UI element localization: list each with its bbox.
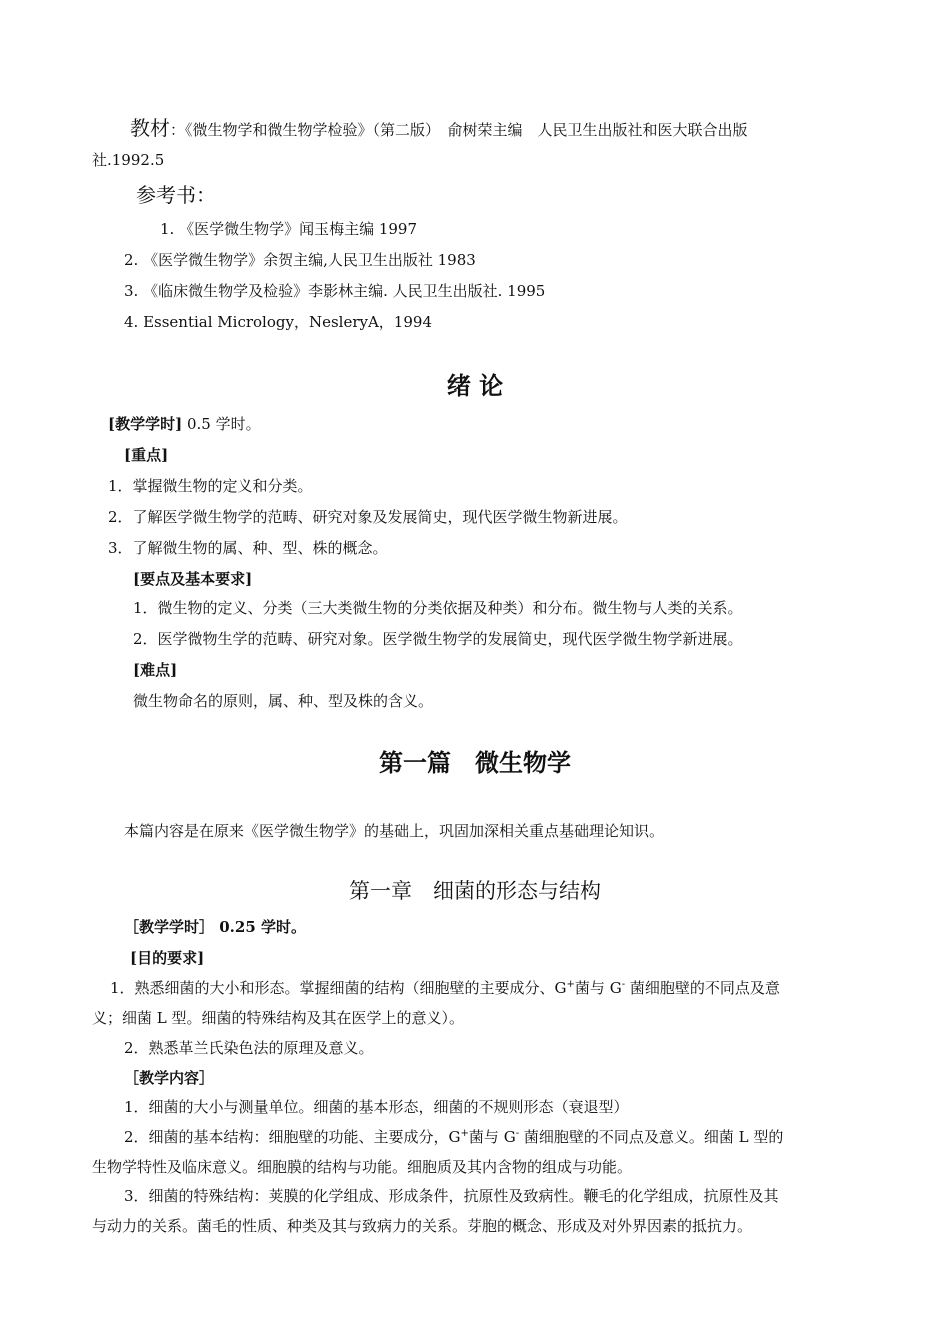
content-text: 2．细菌的基本结构：细胞壁的功能、主要成分，G <box>124 1128 461 1146</box>
chapter1-hours: ［教学学时］ 0.25 学时。 <box>124 918 306 936</box>
intro-hours-label: [教学学时] <box>108 415 183 433</box>
intro-requirements-label: [要点及基本要求] <box>133 570 253 588</box>
chapter1-content-continuation: 生物学特性及临床意义。细胞膜的结构与功能。细胞质及其内含物的组成与功能。 <box>92 1158 633 1176</box>
chapter1-goal-item: 2．熟悉革兰氏染色法的原理及意义。 <box>124 1039 374 1057</box>
textbook-colon: ： <box>170 121 186 139</box>
goal-text: 菌与 G <box>574 979 622 997</box>
chapter1-content-item <box>124 1127 783 1147</box>
textbook-label: 教材 <box>130 116 170 140</box>
textbook-line <box>130 118 748 140</box>
intro-difficulty-label: [难点] <box>133 661 178 679</box>
gram-positive-sup: + <box>566 979 575 990</box>
intro-key-label: [重点] <box>124 446 169 464</box>
part1-title: 第一篇 微生物学 <box>379 748 571 777</box>
chapter1-goal-item <box>110 978 780 998</box>
intro-difficulty-text: 微生物命名的原则，属、种、型及株的含义。 <box>133 692 434 710</box>
references-heading: 参考书： <box>136 183 216 207</box>
chapter1-content-item: 1．细菌的大小与测量单位。细菌的基本形态，细菌的不规则形态（衰退型） <box>124 1098 629 1116</box>
intro-requirement-item: 2．医学微物生学的范畴、研究对象。医学微生物学的发展简史，现代医学微生物学新进展。 <box>133 630 743 648</box>
chapter1-goal-continuation: 义；细菌 L 型。细菌的特殊结构及其在医学上的意义）。 <box>92 1009 464 1027</box>
chapter1-content-continuation: 与动力的关系。菌毛的性质、种类及其与致病力的关系。芽胞的概念、形成及对外界因素的抵抗力。 <box>92 1217 753 1235</box>
intro-requirement-item: 1．微生物的定义、分类（三大类微生物的分类依据及种类）和分布。微生物与人类的关系。 <box>133 599 743 617</box>
reference-item: 4. Essential Micrology，NesleryA，1994 <box>124 313 432 331</box>
intro-hours-value: 0.5 学时。 <box>186 415 261 433</box>
intro-hours <box>108 414 261 434</box>
textbook-continuation: 社.1992.5 <box>92 151 165 169</box>
gram-negative-sup: - <box>515 1128 520 1139</box>
chapter1-content-label: ［教学内容］ <box>124 1069 215 1087</box>
gram-positive-sup: + <box>460 1128 469 1139</box>
chapter1-title: 第一章 细菌的形态与结构 <box>349 879 601 903</box>
content-text: 菌与 G <box>468 1128 516 1146</box>
part1-description: 本篇内容是在原来《医学微生物学》的基础上，巩固加深相关重点基础理论知识。 <box>124 822 665 840</box>
gram-negative-sup: - <box>621 979 626 990</box>
intro-key-item: 3．了解微生物的属、种、型、株的概念。 <box>108 539 388 557</box>
intro-title: 绪 论 <box>446 371 504 400</box>
content-text: 菌细胞壁的不同点及意义。细菌 L 型的 <box>519 1128 784 1146</box>
reference-item: 1. 《医学微生物学》闻玉梅主编 1997 <box>160 220 418 238</box>
reference-item: 2. 《医学微生物学》余贺主编,人民卫生出版社 1983 <box>124 251 476 269</box>
chapter1-goal-label: [目的要求] <box>130 949 205 967</box>
intro-key-item: 1．掌握微生物的定义和分类。 <box>108 477 313 495</box>
reference-item: 3. 《临床微生物学及检验》李影林主编. 人民卫生出版社. 1995 <box>124 282 546 300</box>
goal-text: 菌细胞壁的不同点及意 <box>625 979 780 997</box>
textbook-text: 《微生物学和微生物学检验》（第二版） 俞树荣主编 人民卫生出版社和医大联合出版 <box>185 121 748 139</box>
chapter1-content-item: 3．细菌的特殊结构：荚膜的化学组成、形成条件，抗原性及致病性。鞭毛的化学组成，抗原性及其 <box>124 1187 779 1205</box>
goal-text: 1．熟悉细菌的大小和形态。掌握细菌的结构（细胞壁的主要成分、G <box>110 979 567 997</box>
intro-key-item: 2．了解医学微生物学的范畴、研究对象及发展简史，现代医学微生物新进展。 <box>108 508 628 526</box>
